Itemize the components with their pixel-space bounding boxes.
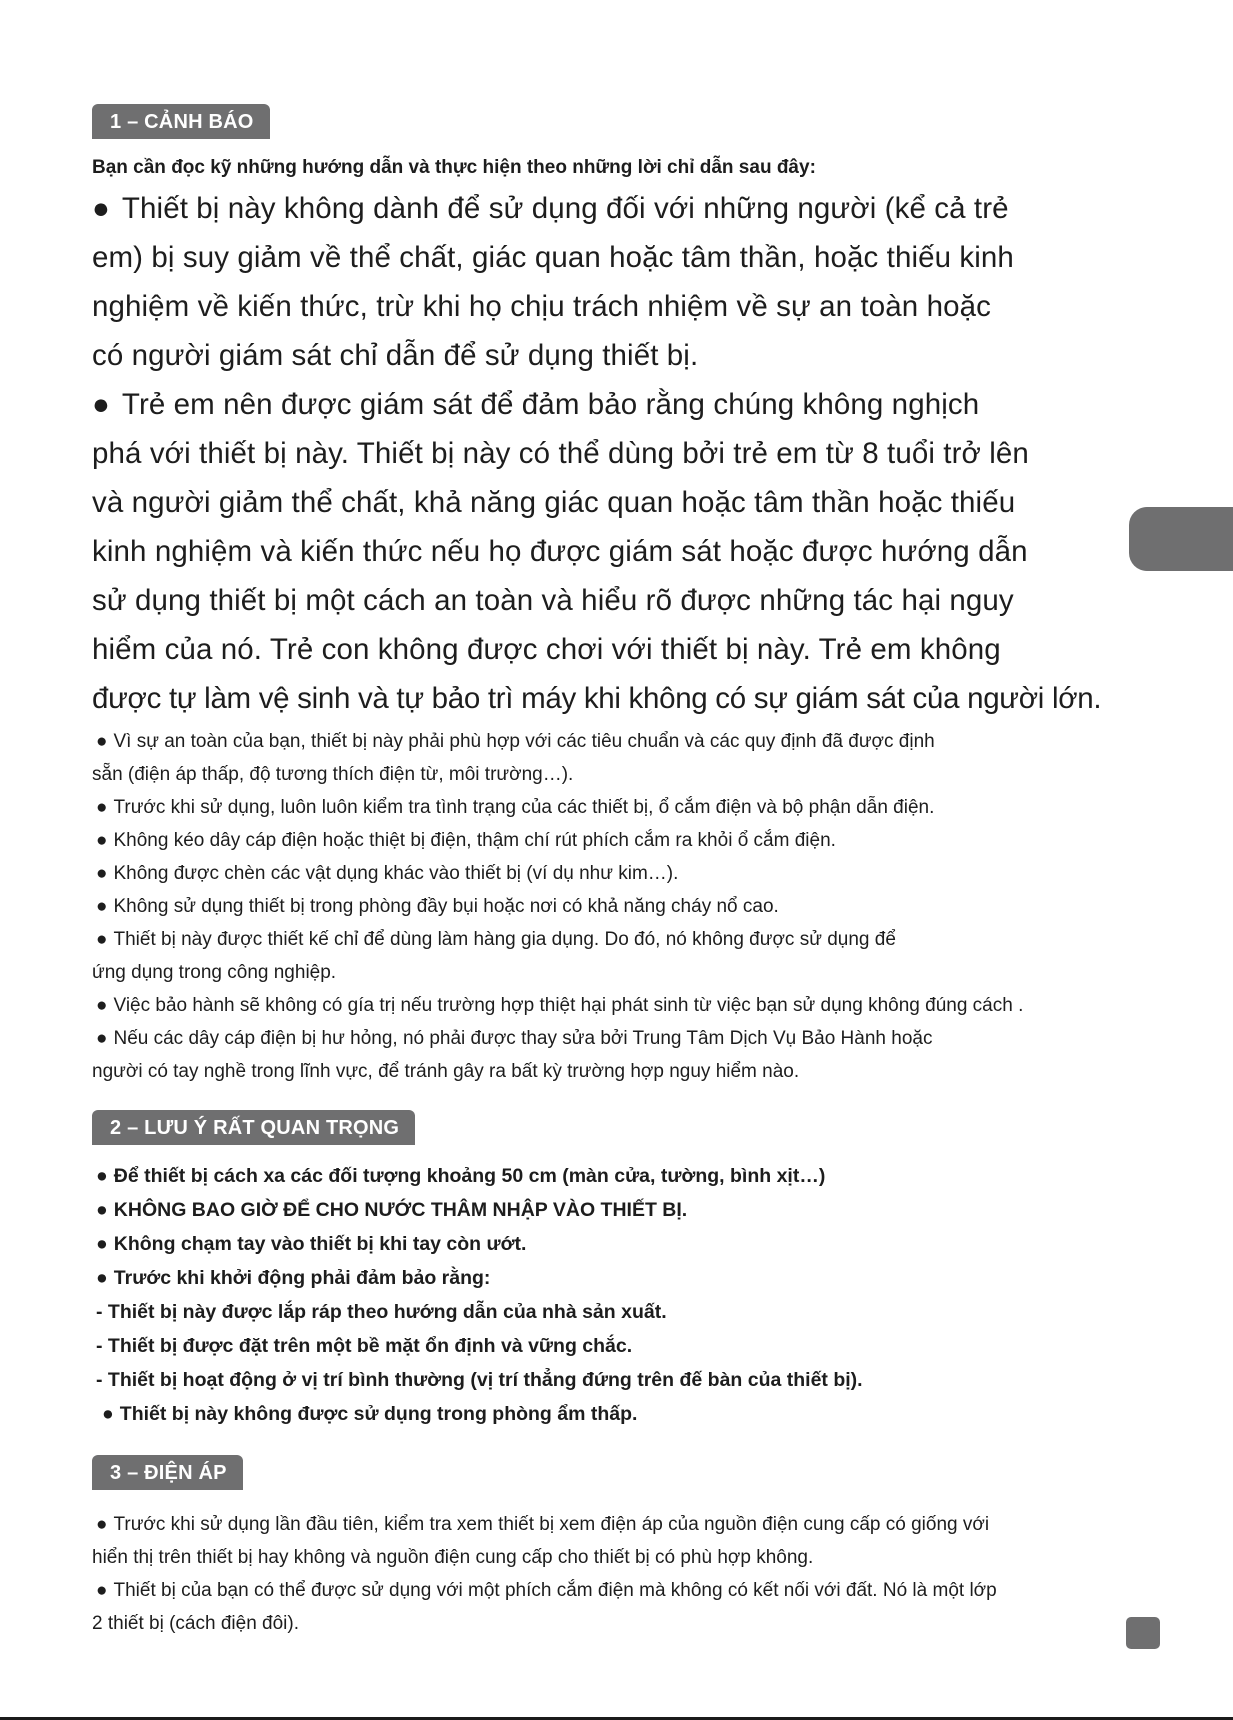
big-warning-list (92, 184, 1152, 723)
big-warning-line: nghiệm về kiến thức, trừ khi họ chịu trách nhiệm về sự an toàn hoặc (92, 290, 991, 323)
big-warning-line: ● Thiết bị này không dành để sử dụng đối với những người (kể cả trẻ (92, 184, 1152, 233)
page-content (92, 104, 1152, 1640)
section-important-notes (92, 1110, 1152, 1431)
warning-item: ● Không sử dụng thiết bị trong phòng đầy bụi hoặc nơi có khả năng cháy nổ cao. (92, 890, 1152, 923)
note-item: ● Thiết bị này không được sử dụng trong phòng ẩm thấp. (92, 1397, 1152, 1431)
warning-item: ● Không được chèn các vật dụng khác vào thiết bị (ví dụ như kim…). (92, 857, 1152, 890)
section-header-voltage: 3 – ĐIỆN ÁP (92, 1455, 243, 1490)
side-tab-marker (1129, 507, 1233, 571)
section-warning (92, 104, 1152, 1088)
big-warning-line: kinh nghiệm và kiến thức nếu họ được giám sát hoặc được hướng dẫn (92, 535, 1028, 568)
warning-item: ● Trước khi sử dụng, luôn luôn kiểm tra tình trạng của các thiết bị, ổ cắm điện và bộ phận dẫn điện. (92, 791, 1152, 824)
note-item: ● KHÔNG BAO GIỜ ĐỂ CHO NƯỚC THÂM NHẬP VÀO THIẾT BỊ. (92, 1193, 1152, 1227)
voltage-item: ● Trước khi sử dụng lần đầu tiên, kiểm tra xem thiết bị xem điện áp của nguồn điện cung cấp có giống với (92, 1508, 1152, 1541)
warning-item: ● Vì sự an toàn của bạn, thiết bị này phải phù hợp với các tiêu chuẩn và các quy định đã được định (92, 725, 1152, 758)
big-warning-line: hiểm của nó. Trẻ con không được chơi với thiết bị này. Trẻ em không (92, 633, 1001, 666)
voltage-item-continued: 2 thiết bị (cách điện đôi). (92, 1613, 300, 1634)
note-subitem: - Thiết bị này được lắp ráp theo hướng dẫn của nhà sản xuất. (96, 1301, 667, 1323)
small-warning-list (92, 725, 1152, 1088)
note-item: ● Không chạm tay vào thiết bị khi tay còn ướt. (92, 1227, 1152, 1261)
big-warning-line: sử dụng thiết bị một cách an toàn và hiểu rõ được những tác hại nguy (92, 584, 1014, 617)
note-item: ● Để thiết bị cách xa các đối tượng khoảng 50 cm (màn cửa, tường, bình xịt…) (92, 1159, 1152, 1193)
big-warning-line: có người giám sát chỉ dẫn để sử dụng thiết bị. (92, 339, 699, 372)
section-header-important: 2 – LƯU Ý RẤT QUAN TRỌNG (92, 1110, 415, 1145)
note-subitem: - Thiết bị hoạt động ở vị trí bình thường (vị trí thẳng đứng trên đế bàn của thiết bị). (96, 1369, 863, 1391)
warning-item: ● Thiết bị này được thiết kế chỉ để dùng làm hàng gia dụng. Do đó, nó không được sử dụng để (92, 923, 1152, 956)
page-number-box (1126, 1617, 1160, 1649)
big-warning-line: em) bị suy giảm về thể chất, giác quan hoặc tâm thần, hoặc thiếu kinh (92, 241, 1014, 274)
voltage-item: ● Thiết bị của bạn có thể được sử dụng với một phích cắm điện mà không có kết nối với đất. Nó là một lớp (92, 1574, 1152, 1607)
section-intro: Bạn cần đọc kỹ những hướng dẫn và thực hiện theo những lời chỉ dẫn sau đây: (92, 157, 816, 178)
warning-item: ● Việc bảo hành sẽ không có gía trị nếu trường hợp thiệt hại phát sinh từ việc bạn sử dụng không đúng cách . (92, 989, 1152, 1022)
big-warning-line: ● Trẻ em nên được giám sát để đảm bảo rằng chúng không nghịch (92, 380, 1152, 429)
warning-item-continued: ứng dụng trong công nghiệp. (92, 962, 337, 983)
important-notes-list (92, 1159, 1152, 1431)
note-subitem: - Thiết bị được đặt trên một bề mặt ổn định và vững chắc. (96, 1335, 633, 1357)
warning-item-continued: sẵn (điện áp thấp, độ tương thích điện từ, môi trường…). (92, 764, 574, 785)
voltage-list (92, 1508, 1152, 1640)
section-header-warning: 1 – CẢNH BÁO (92, 104, 270, 139)
warning-item: ● Nếu các dây cáp điện bị hư hỏng, nó phải được thay sửa bởi Trung Tâm Dịch Vụ Bảo Hành hoặc (92, 1022, 1152, 1055)
note-item: ● Trước khi khởi động phải đảm bảo rằng: (92, 1261, 1152, 1295)
big-warning-line: phá với thiết bị này. Thiết bị này có thể dùng bởi trẻ em từ 8 tuổi trở lên (92, 437, 1029, 470)
warning-item: ● Không kéo dây cáp điện hoặc thiệt bị điện, thậm chí rút phích cắm ra khỏi ổ cắm điện. (92, 824, 1152, 857)
section-voltage (92, 1455, 1152, 1640)
warning-item-continued: người có tay nghề trong lĩnh vực, để tránh gây ra bất kỳ trường hợp nguy hiểm nào. (92, 1061, 800, 1082)
big-warning-line: và người giảm thể chất, khả năng giác quan hoặc tâm thần hoặc thiếu (92, 486, 1016, 519)
voltage-item-continued: hiển thị trên thiết bị hay không và nguồn điện cung cấp cho thiết bị có phù hợp không. (92, 1547, 814, 1568)
big-warning-line: được tự làm vệ sinh và tự bảo trì máy khi không có sự giám sát của người lớn. (92, 682, 1102, 715)
